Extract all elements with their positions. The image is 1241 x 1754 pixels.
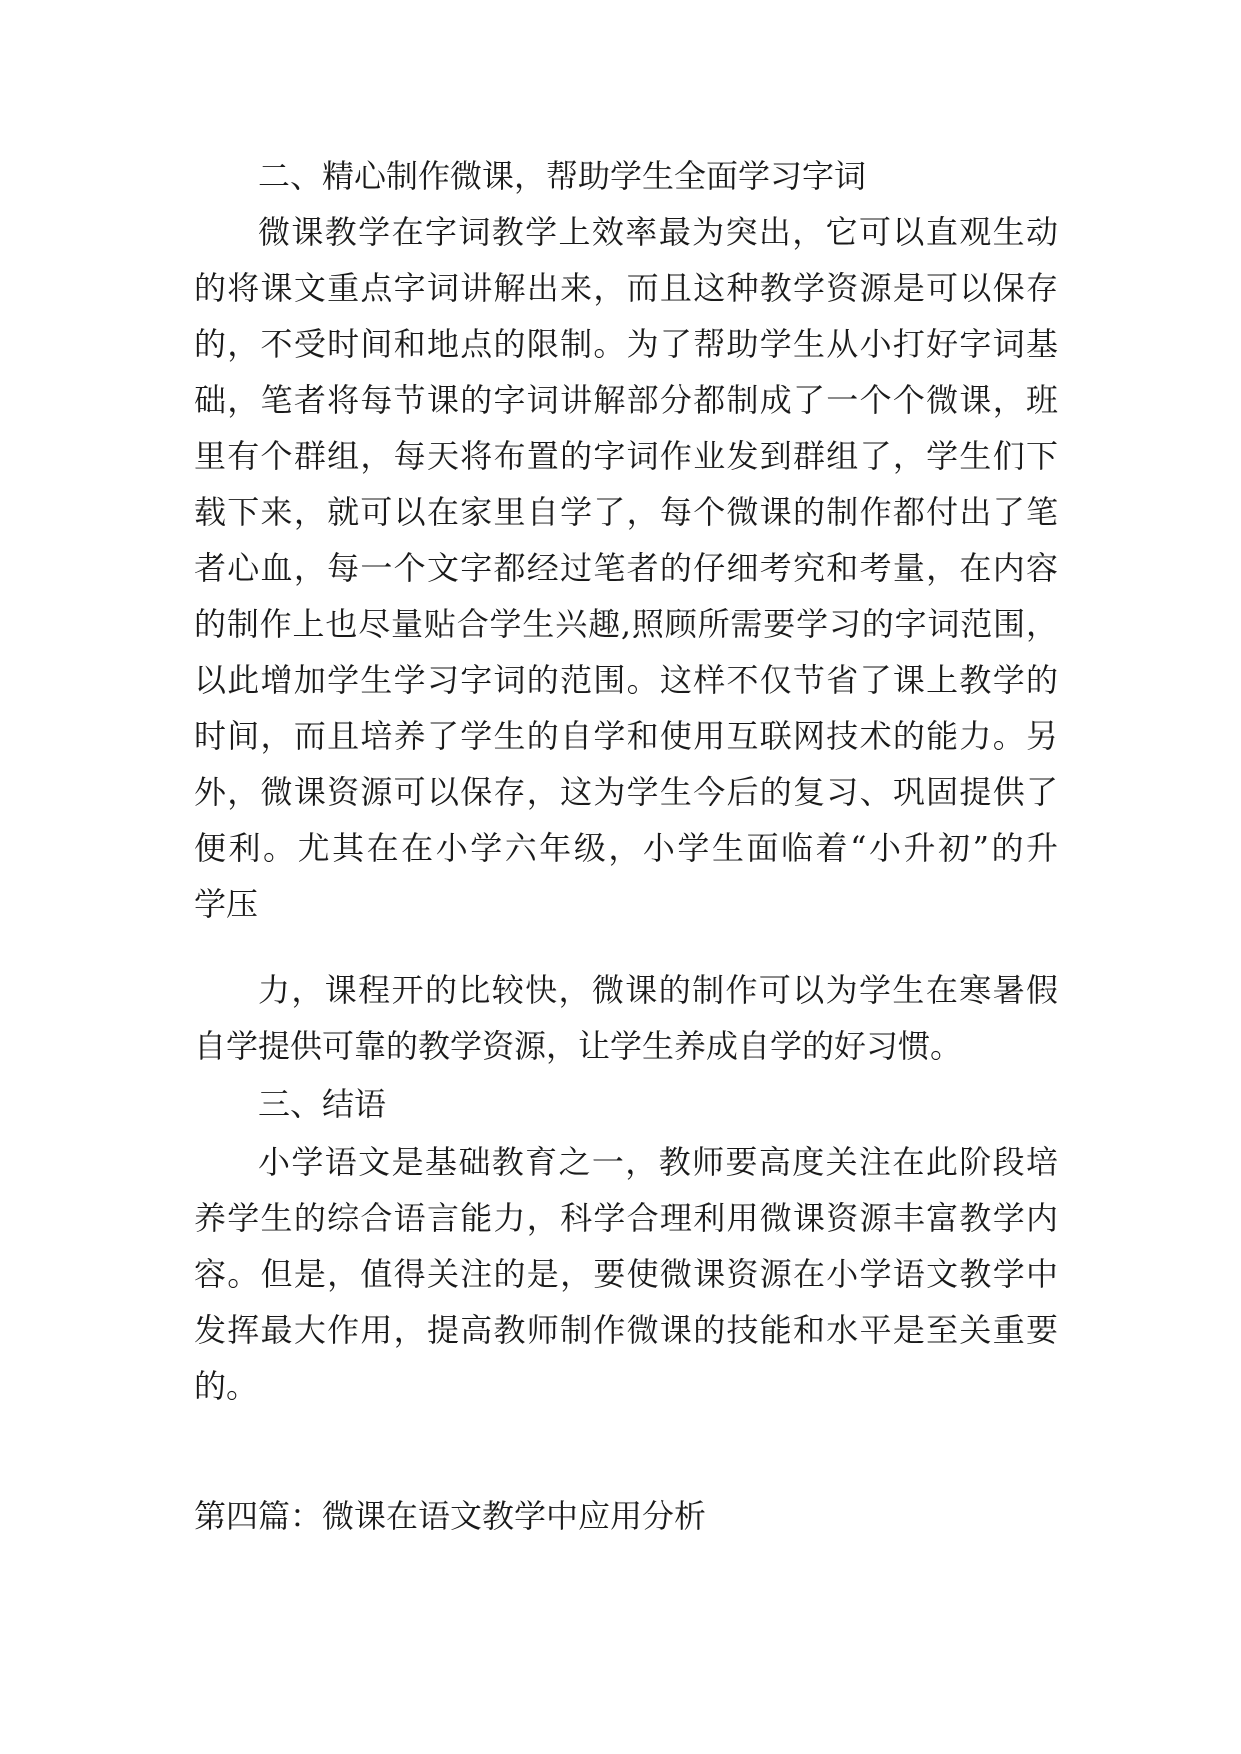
paragraph-line: 的制作上也尽量贴合学生兴趣,照顾所需要学习的字词范围，	[194, 605, 1058, 643]
part-title: 第四篇：微课在语文教学中应用分析	[194, 1497, 707, 1535]
paragraph-line: 载下来，就可以在家里自学了，每个微课的制作都付出了笔	[194, 493, 1058, 531]
paragraph-line: 容。但是，值得关注的是，要使微课资源在小学语文教学中	[194, 1255, 1058, 1293]
section-heading: 三、结语	[258, 1085, 387, 1123]
paragraph-line: 者心血，每一个文字都经过笔者的仔细考究和考量，在内容	[194, 549, 1058, 587]
paragraph-line: 便利。尤其在在小学六年级，小学生面临着“小升初”的升	[194, 829, 1058, 867]
paragraph-line: 的，不受时间和地点的限制。为了帮助学生从小打好字词基	[194, 325, 1058, 363]
paragraph-line: 力，课程开的比较快，微课的制作可以为学生在寒暑假	[258, 971, 1058, 1009]
paragraph-line: 以此增加学生学习字词的范围。这样不仅节省了课上教学的	[194, 661, 1058, 699]
paragraph-line: 里有个群组，每天将布置的字词作业发到群组了，学生们下	[194, 437, 1058, 475]
paragraph-line: 的将课文重点字词讲解出来，而且这种教学资源是可以保存	[194, 269, 1058, 307]
paragraph-line: 养学生的综合语言能力，科学合理利用微课资源丰富教学内	[194, 1199, 1058, 1237]
paragraph-line: 学压	[194, 885, 259, 923]
paragraph-line: 础，笔者将每节课的字词讲解部分都制成了一个个微课，班	[194, 381, 1058, 419]
paragraph-line: 发挥最大作用，提高教师制作微课的技能和水平是至关重要	[194, 1311, 1058, 1349]
section-heading: 二、精心制作微课，帮助学生全面学习字词	[258, 157, 867, 195]
paragraph-line: 微课教学在字词教学上效率最为突出，它可以直观生动	[258, 213, 1058, 251]
paragraph-line: 小学语文是基础教育之一，教师要高度关注在此阶段培	[258, 1143, 1058, 1181]
paragraph-line: 外，微课资源可以保存，这为学生今后的复习、巩固提供了	[194, 773, 1058, 811]
paragraph-line: 的。	[194, 1367, 259, 1405]
paragraph-line: 时间，而且培养了学生的自学和使用互联网技术的能力。另	[194, 717, 1058, 755]
paragraph-line: 自学提供可靠的教学资源，让学生养成自学的好习惯。	[194, 1027, 963, 1065]
